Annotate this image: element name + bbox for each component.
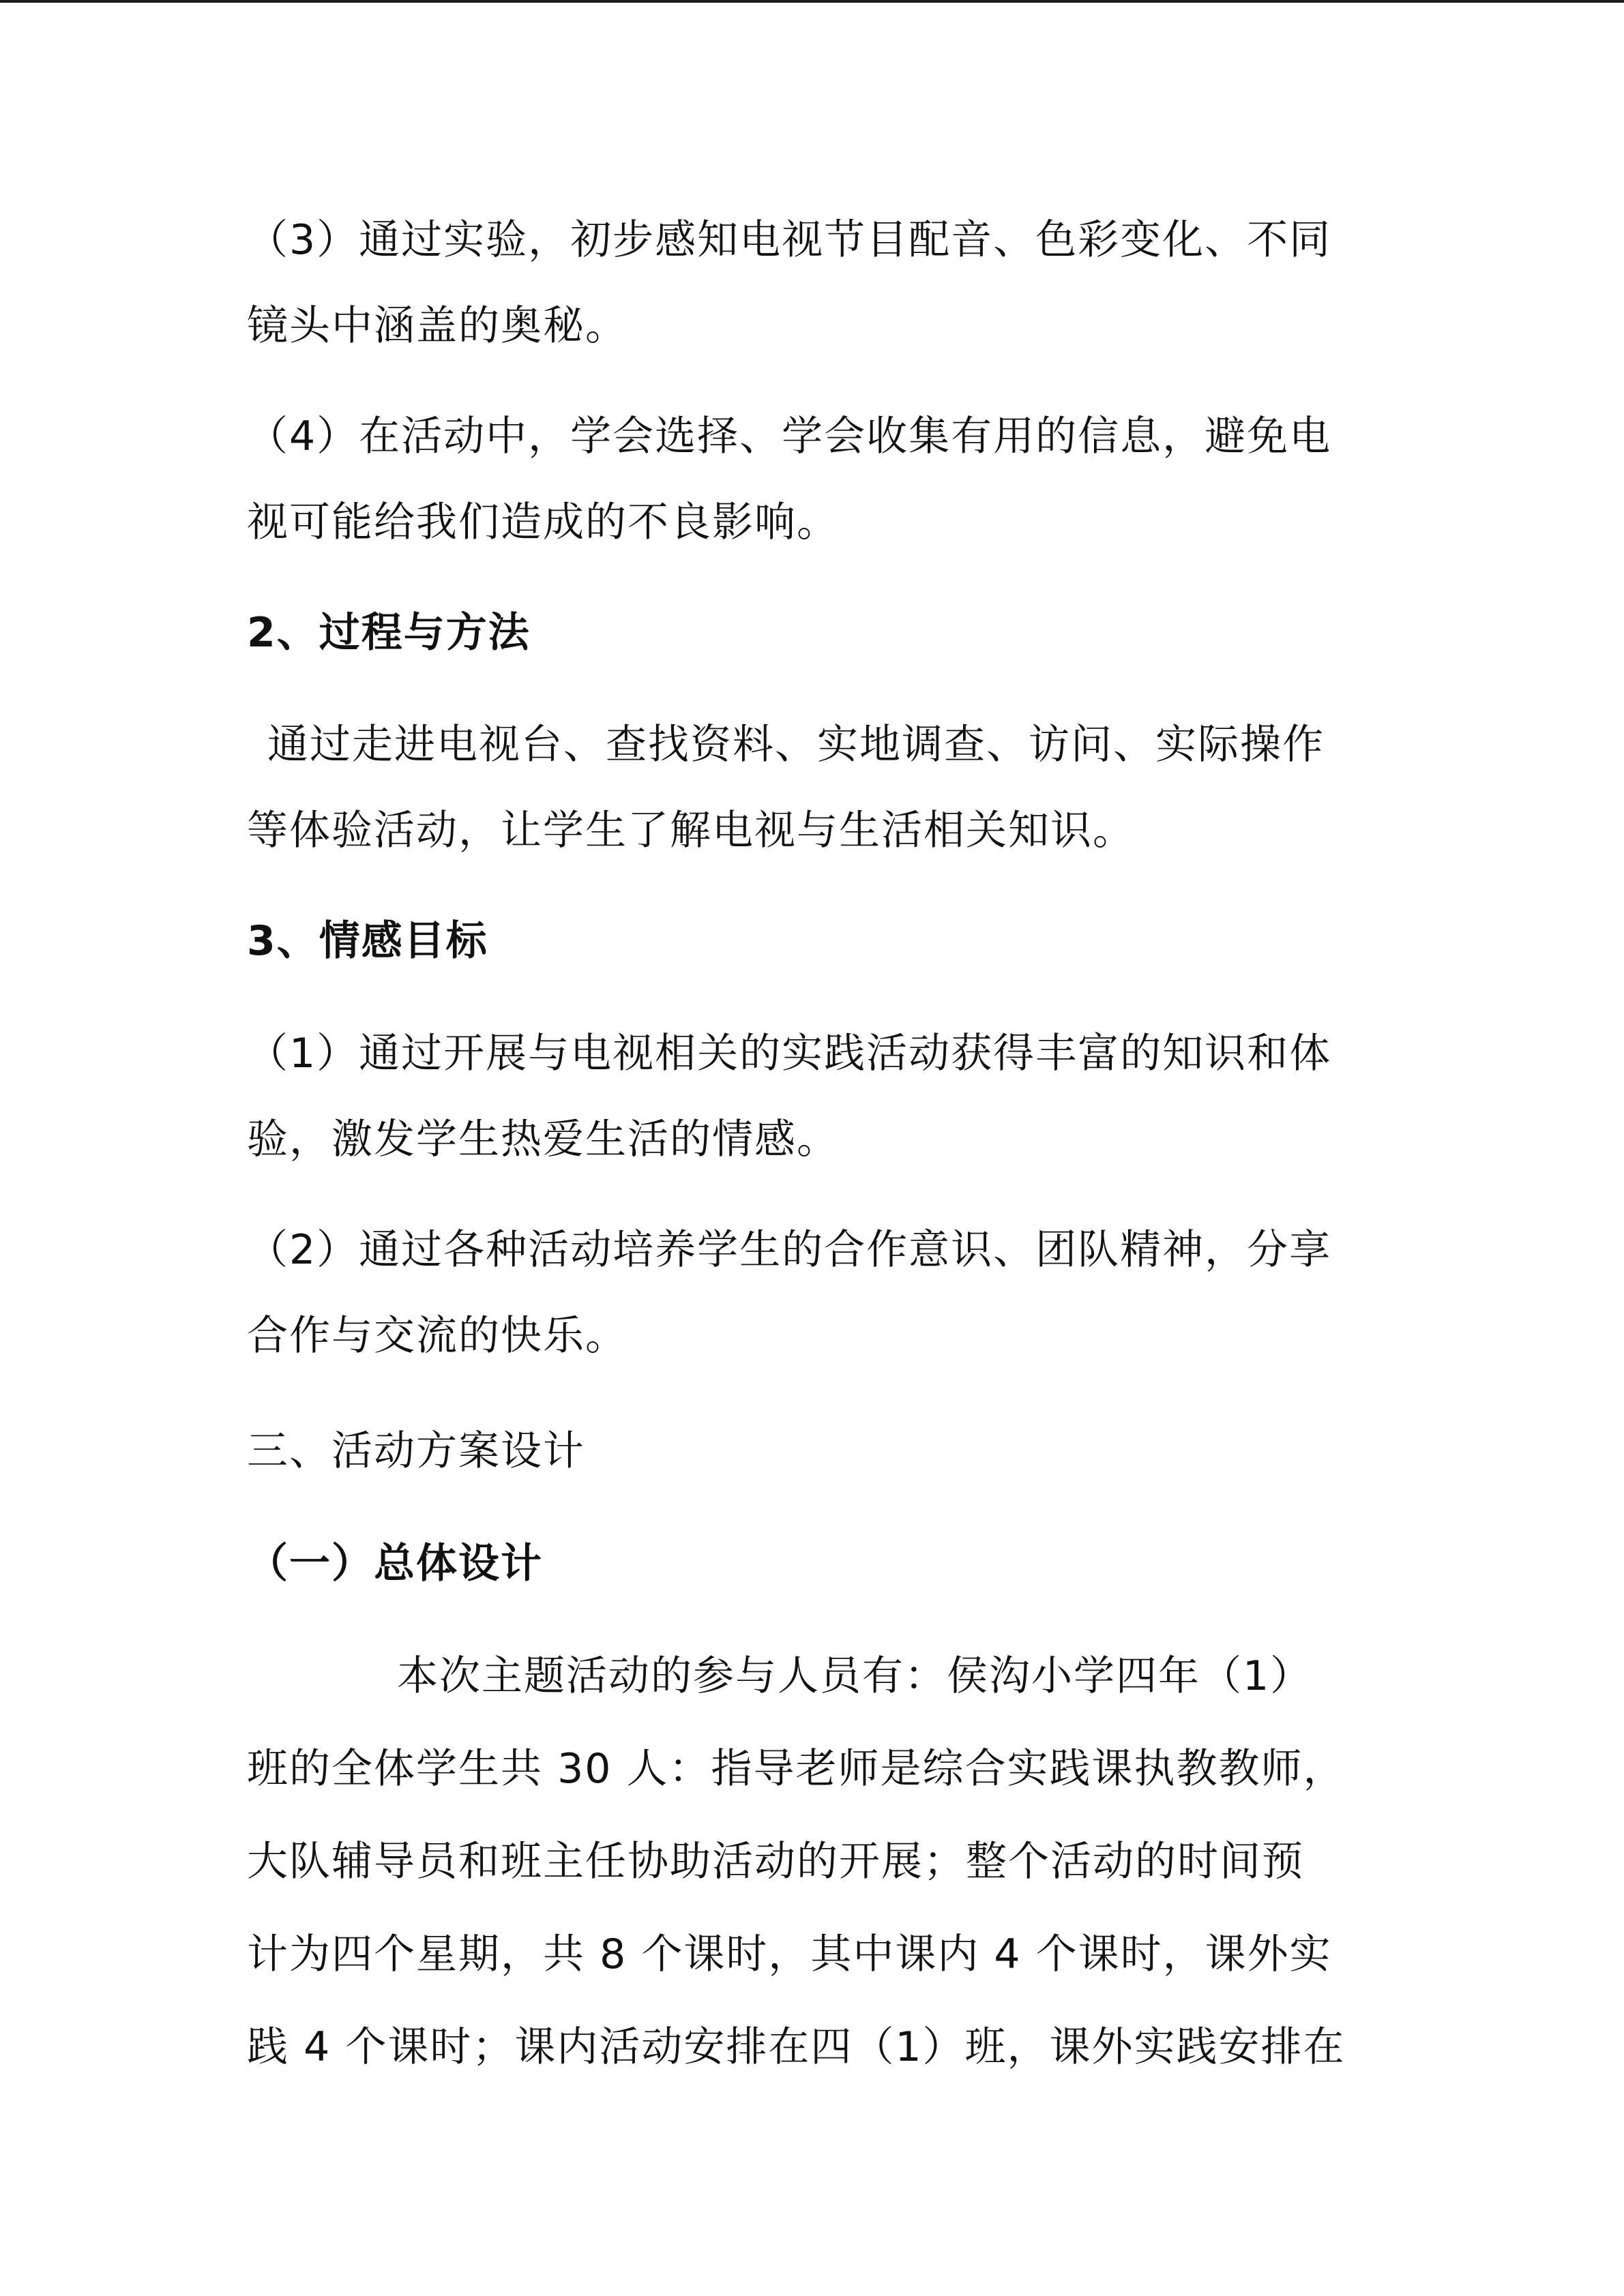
paragraph-line: 合作与交流的快乐。 <box>247 1312 628 1360</box>
paragraph-line: 通过走进电视台、查找资料、实地调查、访问、实际操作 <box>267 721 1325 769</box>
paragraph-line: 视可能给我们造成的不良影响。 <box>247 498 839 546</box>
section-heading: 三、活动方案设计 <box>247 1427 585 1475</box>
paragraph-line: 验，激发学生热爱生活的情感。 <box>247 1116 839 1163</box>
section-heading: 2、过程与方法 <box>247 609 531 657</box>
paragraph-line: （1）通过开展与电视相关的实践活动获得丰富的知识和体 <box>247 1030 1332 1077</box>
paragraph-line: 本次主题活动的参与人员有：侯沟小学四年（1） <box>397 1652 1313 1700</box>
paragraph-line: （3）通过实验，初步感知电视节目配音、色彩变化、不同 <box>247 216 1332 264</box>
paragraph-line: 班的全体学生共 30 人：指导老师是综合实践课执教教师， <box>247 1745 1346 1793</box>
paragraph-line: （2）通过各种活动培养学生的合作意识、团队精神，分享 <box>247 1226 1332 1274</box>
section-heading: 3、情感目标 <box>247 917 488 965</box>
subsection-heading: （一）总体设计 <box>247 1540 543 1587</box>
paragraph-line: 践 4 个课时；课内活动安排在四（1）班，课外实践安排在 <box>247 2023 1346 2071</box>
paragraph-line: 大队辅导员和班主任协助活动的开展；整个活动的时间预 <box>247 1838 1304 1885</box>
paragraph-line: 计为四个星期，共 8 个课时，其中课内 4 个课时，课外实 <box>247 1930 1332 1978</box>
paragraph-line: （4）在活动中，学会选择、学会收集有用的信息，避免电 <box>247 413 1332 460</box>
paragraph-line: 等体验活动，让学生了解电视与生活相关知识。 <box>247 807 1135 854</box>
paragraph-line: 镜头中涵盖的奥秘。 <box>247 302 628 350</box>
